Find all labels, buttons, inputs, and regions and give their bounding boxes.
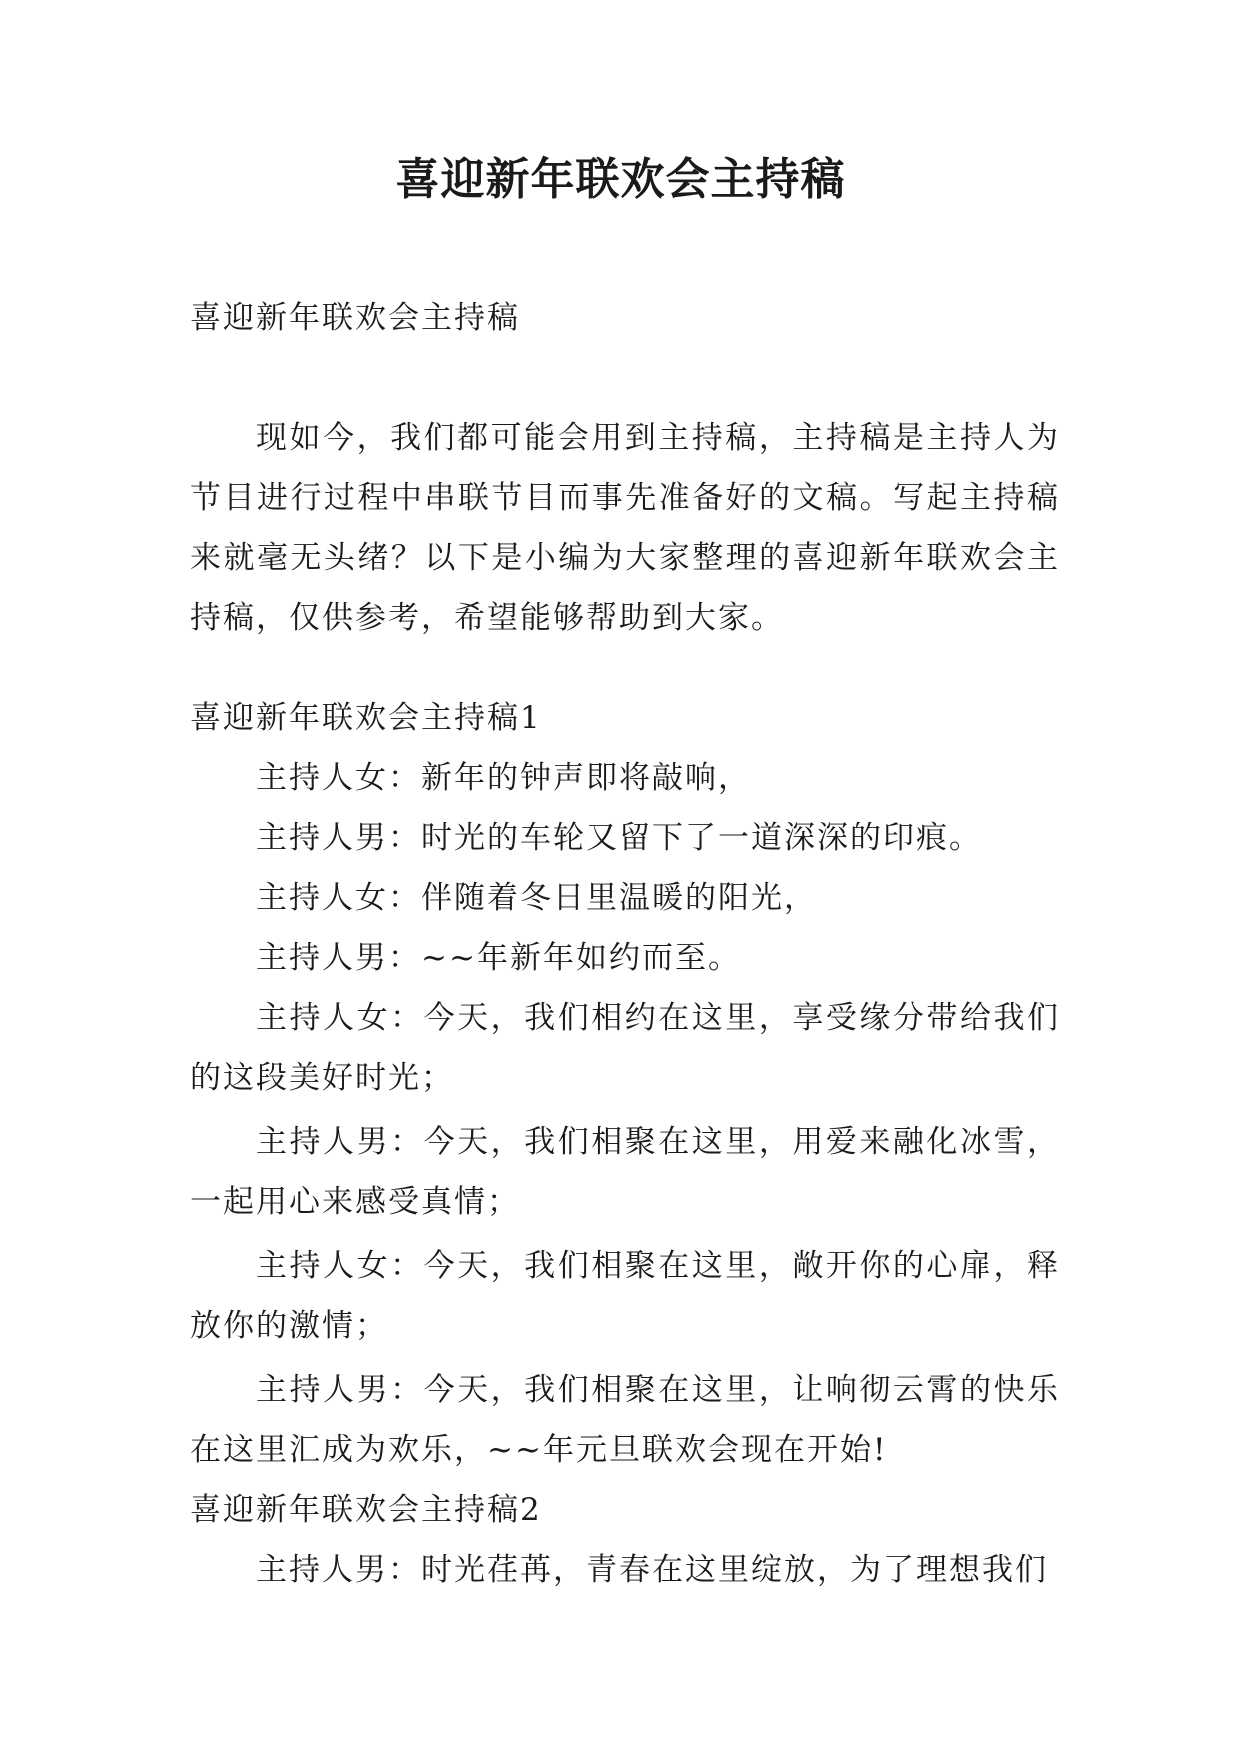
dialogue-line: 主持人男：~~年新年如约而至。 [256,940,741,976]
dialogue-line: 主持人男：今天，我们相聚在这里，让响彻云霄的快乐在这里汇成为欢乐，~~年元旦联欢会现在开始! [190,1372,1060,1468]
dialogue-line: 主持人男：时光荏苒，青春在这里绽放，为了理想我们 [256,1552,1048,1588]
dialogue-line: 主持人女：今天，我们相约在这里，享受缘分带给我们的这段美好时光； [190,1000,1060,1096]
document-subtitle: 喜迎新年联欢会主持稿 [190,300,520,336]
dialogue-line: 主持人男：时光的车轮又留下了一道深深的印痕。 [256,820,982,856]
document-title: 喜迎新年联欢会主持稿 [395,154,846,205]
document-body [190,288,1060,1600]
section-heading-2: 喜迎新年联欢会主持稿2 [190,1492,542,1528]
intro-paragraph: 现如今，我们都可能会用到主持稿，主持稿是主持人为节目进行过程中串联节目而事先准备好的文稿。写起主持稿来就毫无头绪？以下是小编为大家整理的喜迎新年联欢会主持稿，仅供参考，希望能够帮助到大家。 [190,420,1060,636]
dialogue-line: 主持人男：今天，我们相聚在这里，用爱来融化冰雪，一起用心来感受真情； [190,1124,1060,1220]
dialogue-line: 主持人女：今天，我们相聚在这里，敞开你的心扉，释放你的激情； [190,1248,1060,1344]
section-heading-1: 喜迎新年联欢会主持稿1 [190,700,542,736]
dialogue-line: 主持人女：伴随着冬日里温暖的阳光， [256,880,817,916]
dialogue-line: 主持人女：新年的钟声即将敲响， [256,760,751,796]
